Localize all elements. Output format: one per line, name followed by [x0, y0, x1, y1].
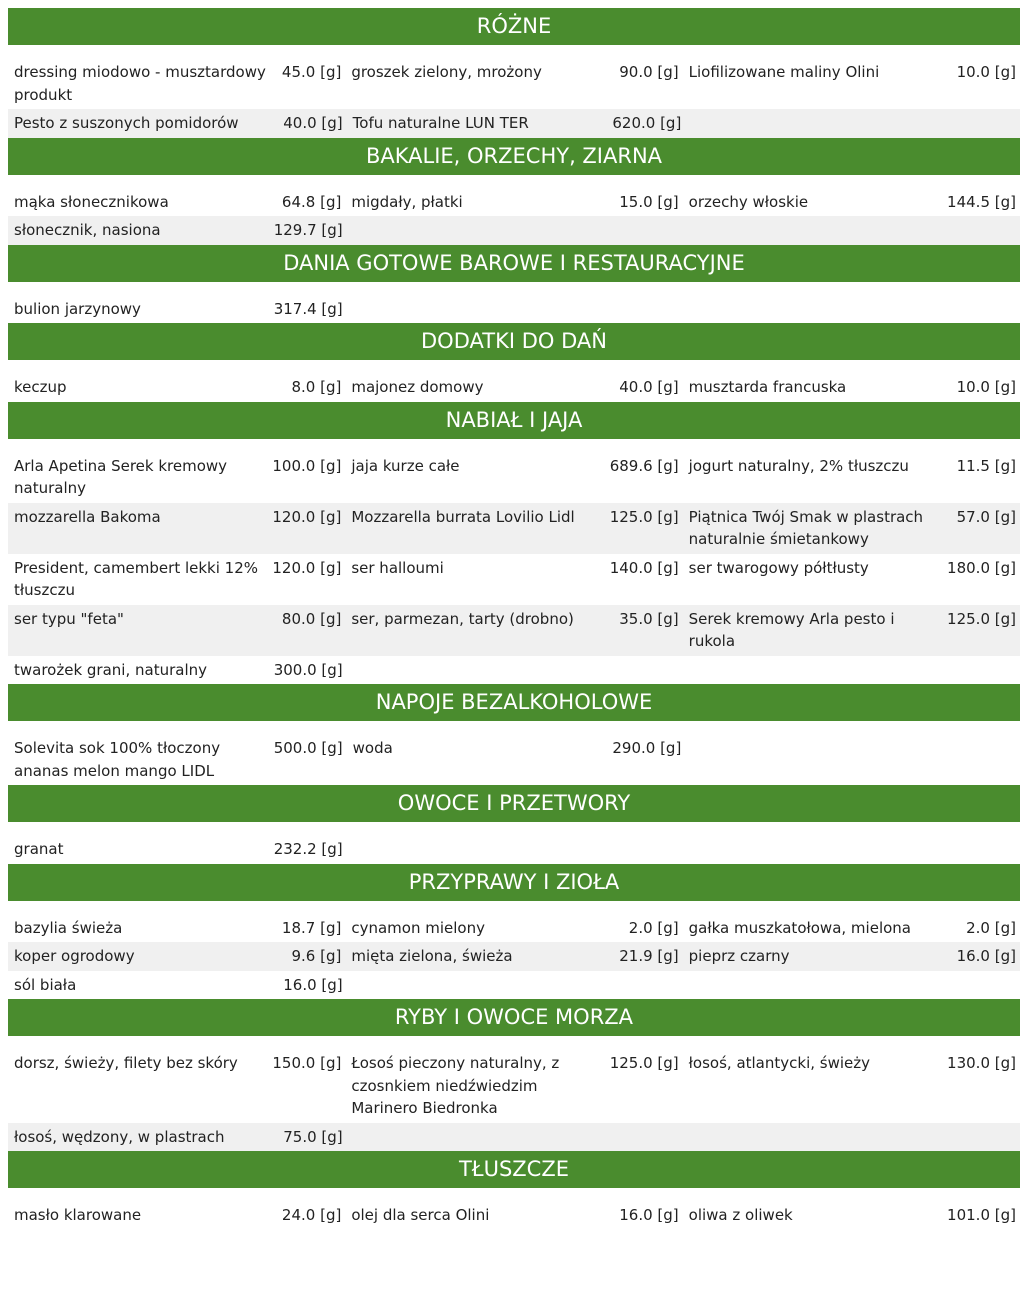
ingredient-quantity: 300.0 [g]	[273, 660, 343, 679]
ingredient-item	[683, 452, 1020, 503]
table-row	[8, 914, 1020, 943]
category-items	[8, 1188, 1020, 1230]
ingredient-quantity: 101.0 [g]	[947, 1206, 1016, 1224]
ingredient-quantity: 120.0 [g]	[272, 507, 342, 526]
ingredient-name: President, camembert lekki 12% tłuszczu	[14, 558, 259, 599]
ingredient-item	[683, 503, 1020, 554]
ingredient-quantity: 45.0 [g]	[281, 63, 342, 81]
ingredient-quantity: 10.0 [g]	[956, 63, 1016, 81]
ingredient-item	[345, 1049, 682, 1123]
ingredient-name: jaja kurze całe	[351, 456, 460, 475]
ingredient-name: dorsz, świeży, filety bez skóry	[14, 1054, 238, 1072]
ingredient-name: słonecznik, nasiona	[14, 221, 161, 239]
ingredient-name: Serek kremowy Arla pesto i rukola	[688, 609, 895, 650]
ingredient-item	[8, 452, 345, 503]
category-items	[8, 901, 1020, 1000]
ingredient-quantity: 232.2 [g]	[273, 840, 343, 858]
ingredient-name: orzechy włoskie	[688, 192, 809, 211]
category-items	[8, 439, 1020, 685]
category-section	[8, 785, 1020, 864]
ingredient-name: ser halloumi	[351, 558, 444, 577]
ingredient-name: musztarda francuska	[688, 378, 847, 396]
table-row	[8, 452, 1020, 503]
ingredient-quantity: 10.0 [g]	[956, 378, 1016, 396]
ingredient-item	[683, 1049, 1020, 1123]
ingredient-name: bulion jarzynowy	[14, 299, 141, 318]
category-section	[8, 138, 1020, 245]
ingredient-quantity: 150.0 [g]	[272, 1054, 342, 1072]
ingredient-name: granat	[14, 840, 64, 858]
ingredient-quantity: 180.0 [g]	[947, 558, 1016, 577]
ingredient-quantity: 125.0 [g]	[609, 507, 679, 526]
category-section	[8, 8, 1020, 138]
ingredient-quantity: 125.0 [g]	[947, 609, 1016, 628]
table-row	[8, 1201, 1020, 1230]
ingredient-item	[683, 58, 1020, 109]
category-header: BAKALIE, ORZECHY, ZIARNA	[8, 138, 1020, 175]
ingredient-quantity: 100.0 [g]	[272, 456, 342, 475]
category-header: TŁUSZCZE	[8, 1151, 1020, 1188]
category-section	[8, 999, 1020, 1151]
ingredient-name: łosoś, atlantycki, świeży	[688, 1054, 871, 1072]
ingredient-quantity: 9.6 [g]	[291, 947, 342, 965]
ingredient-item	[8, 1123, 347, 1152]
table-row	[8, 503, 1020, 554]
ingredient-name: ser typu "feta"	[14, 609, 124, 628]
category-header: NAPOJE BEZALKOHOLOWE	[8, 684, 1020, 721]
ingredient-name: bazylia świeża	[14, 918, 123, 937]
table-row	[8, 605, 1020, 656]
ingredient-quantity: 130.0 [g]	[947, 1054, 1016, 1072]
category-header: OWOCE I PRZETWORY	[8, 785, 1020, 822]
ingredient-item	[8, 1201, 345, 1230]
ingredient-name: mozzarella Bakoma	[14, 507, 161, 526]
ingredient-item	[8, 554, 345, 605]
ingredient-name: sól biała	[14, 975, 77, 994]
category-header: RYBY I OWOCE MORZA	[8, 999, 1020, 1036]
ingredient-item	[8, 109, 347, 138]
ingredient-quantity: 15.0 [g]	[619, 192, 679, 211]
ingredient-quantity: 40.0 [g]	[283, 114, 343, 132]
ingredient-quantity: 40.0 [g]	[619, 378, 679, 396]
ingredient-name: gałka muszkatołowa, mielona	[688, 918, 911, 937]
table-row	[8, 109, 1020, 138]
ingredient-name: oliwa z oliwek	[688, 1206, 793, 1224]
category-section	[8, 402, 1020, 685]
ingredient-name: dressing miodowo - musztardowy produkt	[14, 63, 266, 104]
ingredient-name: koper ogrodowy	[14, 947, 135, 965]
table-row	[8, 734, 1020, 785]
ingredient-item	[8, 188, 345, 217]
ingredient-item	[8, 656, 347, 685]
category-section	[8, 1151, 1020, 1230]
ingredient-quantity: 620.0 [g]	[612, 114, 682, 132]
ingredient-item	[345, 58, 682, 109]
ingredient-item	[8, 835, 347, 864]
category-items	[8, 282, 1020, 324]
ingredient-name: twarożek grani, naturalny	[14, 660, 208, 679]
table-row	[8, 295, 1020, 324]
table-row	[8, 971, 1020, 1000]
ingredient-item	[347, 109, 686, 138]
ingredient-quantity: 689.6 [g]	[609, 456, 679, 475]
ingredient-quantity: 35.0 [g]	[619, 609, 679, 628]
ingredient-item	[683, 942, 1020, 971]
ingredient-quantity: 90.0 [g]	[619, 63, 679, 81]
table-row	[8, 942, 1020, 971]
ingredient-name: ser twarogowy półtłusty	[688, 558, 869, 577]
ingredient-item	[683, 373, 1020, 402]
ingredient-item	[345, 605, 682, 656]
ingredient-quantity: 500.0 [g]	[273, 739, 343, 757]
category-items	[8, 721, 1020, 785]
ingredient-item	[8, 914, 345, 943]
ingredient-name: masło klarowane	[14, 1206, 142, 1224]
ingredient-quantity: 16.0 [g]	[956, 947, 1016, 965]
table-row	[8, 835, 1020, 864]
table-row	[8, 554, 1020, 605]
ingredient-quantity: 125.0 [g]	[609, 1054, 679, 1072]
ingredient-name: Pesto z suszonych pomidorów	[14, 114, 239, 132]
ingredient-item	[345, 373, 682, 402]
ingredient-item	[683, 188, 1020, 217]
ingredient-item	[8, 1049, 345, 1123]
table-row	[8, 188, 1020, 217]
ingredient-name: Łosoś pieczony naturalny, z czosnkiem niedźwiedzim Marinero Biedronka	[351, 1054, 560, 1117]
ingredient-name: pieprz czarny	[688, 947, 790, 965]
ingredient-item	[8, 503, 345, 554]
ingredient-quantity: 140.0 [g]	[609, 558, 679, 577]
ingredient-quantity: 8.0 [g]	[291, 378, 342, 396]
ingredient-item	[345, 1201, 682, 1230]
ingredient-name: cynamon mielony	[351, 918, 485, 937]
ingredient-quantity: 11.5 [g]	[956, 456, 1016, 475]
category-items	[8, 822, 1020, 864]
category-section	[8, 245, 1020, 324]
ingredient-item	[345, 554, 682, 605]
ingredient-name: jogurt naturalny, 2% tłuszczu	[688, 456, 909, 475]
ingredient-item	[8, 971, 347, 1000]
ingredient-name: migdały, płatki	[351, 192, 463, 211]
table-row	[8, 58, 1020, 109]
ingredient-name: woda	[352, 739, 393, 757]
category-items	[8, 360, 1020, 402]
table-row	[8, 656, 1020, 685]
ingredient-item	[683, 1201, 1020, 1230]
ingredient-quantity: 129.7 [g]	[273, 221, 343, 239]
ingredient-quantity: 317.4 [g]	[273, 299, 343, 318]
ingredient-quantity: 144.5 [g]	[947, 192, 1016, 211]
ingredient-item	[8, 295, 347, 324]
ingredient-item	[8, 734, 347, 785]
ingredient-quantity: 75.0 [g]	[283, 1127, 343, 1146]
ingredient-name: Solevita sok 100% tłoczony ananas melon mango LIDL	[14, 739, 221, 780]
ingredient-item	[8, 605, 345, 656]
ingredient-quantity: 290.0 [g]	[612, 739, 682, 757]
ingredient-item	[8, 216, 347, 245]
ingredient-name: Tofu naturalne LUN TER	[352, 114, 529, 132]
ingredient-name: Piątnica Twój Smak w plastrach naturalnie śmietankowy	[688, 507, 924, 548]
table-row	[8, 1123, 1020, 1152]
ingredient-name: Arla Apetina Serek kremowy naturalny	[14, 456, 228, 497]
ingredient-name: groszek zielony, mrożony	[351, 63, 542, 81]
category-items	[8, 45, 1020, 138]
category-items	[8, 1036, 1020, 1151]
table-row	[8, 373, 1020, 402]
ingredient-name: łosoś, wędzony, w plastrach	[14, 1127, 225, 1146]
ingredient-item	[683, 605, 1020, 656]
ingredient-name: keczup	[14, 378, 67, 396]
category-header: RÓŻNE	[8, 8, 1020, 45]
ingredient-item	[345, 188, 682, 217]
category-items	[8, 175, 1020, 245]
category-header: PRZYPRAWY I ZIOŁA	[8, 864, 1020, 901]
ingredient-name: ser, parmezan, tarty (drobno)	[351, 609, 574, 628]
category-section	[8, 864, 1020, 1000]
ingredient-quantity: 2.0 [g]	[966, 918, 1016, 937]
ingredient-item	[8, 942, 345, 971]
ingredient-quantity: 80.0 [g]	[281, 609, 342, 628]
ingredient-item	[8, 58, 345, 109]
ingredient-name: mięta zielona, świeża	[351, 947, 513, 965]
ingredient-quantity: 2.0 [g]	[628, 918, 679, 937]
ingredient-item	[345, 452, 682, 503]
category-header: DANIA GOTOWE BAROWE I RESTAURACYJNE	[8, 245, 1020, 282]
ingredient-item	[683, 914, 1020, 943]
table-row	[8, 216, 1020, 245]
ingredient-quantity: 16.0 [g]	[283, 975, 343, 994]
ingredient-name: majonez domowy	[351, 378, 484, 396]
category-section	[8, 684, 1020, 785]
category-header: NABIAŁ I JAJA	[8, 402, 1020, 439]
category-section	[8, 323, 1020, 402]
ingredient-quantity: 64.8 [g]	[281, 192, 342, 211]
ingredient-name: Mozzarella burrata Lovilio Lidl	[351, 507, 575, 526]
ingredient-quantity: 120.0 [g]	[272, 558, 342, 577]
ingredient-quantity: 21.9 [g]	[619, 947, 679, 965]
category-header: DODATKI DO DAŃ	[8, 323, 1020, 360]
ingredient-quantity: 18.7 [g]	[281, 918, 342, 937]
ingredient-item	[345, 942, 682, 971]
ingredient-quantity: 24.0 [g]	[281, 1206, 342, 1224]
ingredient-name: mąka słonecznikowa	[14, 192, 169, 211]
ingredient-name: Liofilizowane maliny Olini	[688, 63, 880, 81]
ingredient-item	[345, 503, 682, 554]
ingredient-name: olej dla serca Olini	[351, 1206, 490, 1224]
ingredient-quantity: 16.0 [g]	[619, 1206, 679, 1224]
ingredient-item	[8, 373, 345, 402]
ingredient-item	[683, 554, 1020, 605]
ingredient-quantity: 57.0 [g]	[956, 507, 1016, 526]
ingredient-item	[345, 914, 682, 943]
ingredient-item	[347, 734, 686, 785]
table-row	[8, 1049, 1020, 1123]
